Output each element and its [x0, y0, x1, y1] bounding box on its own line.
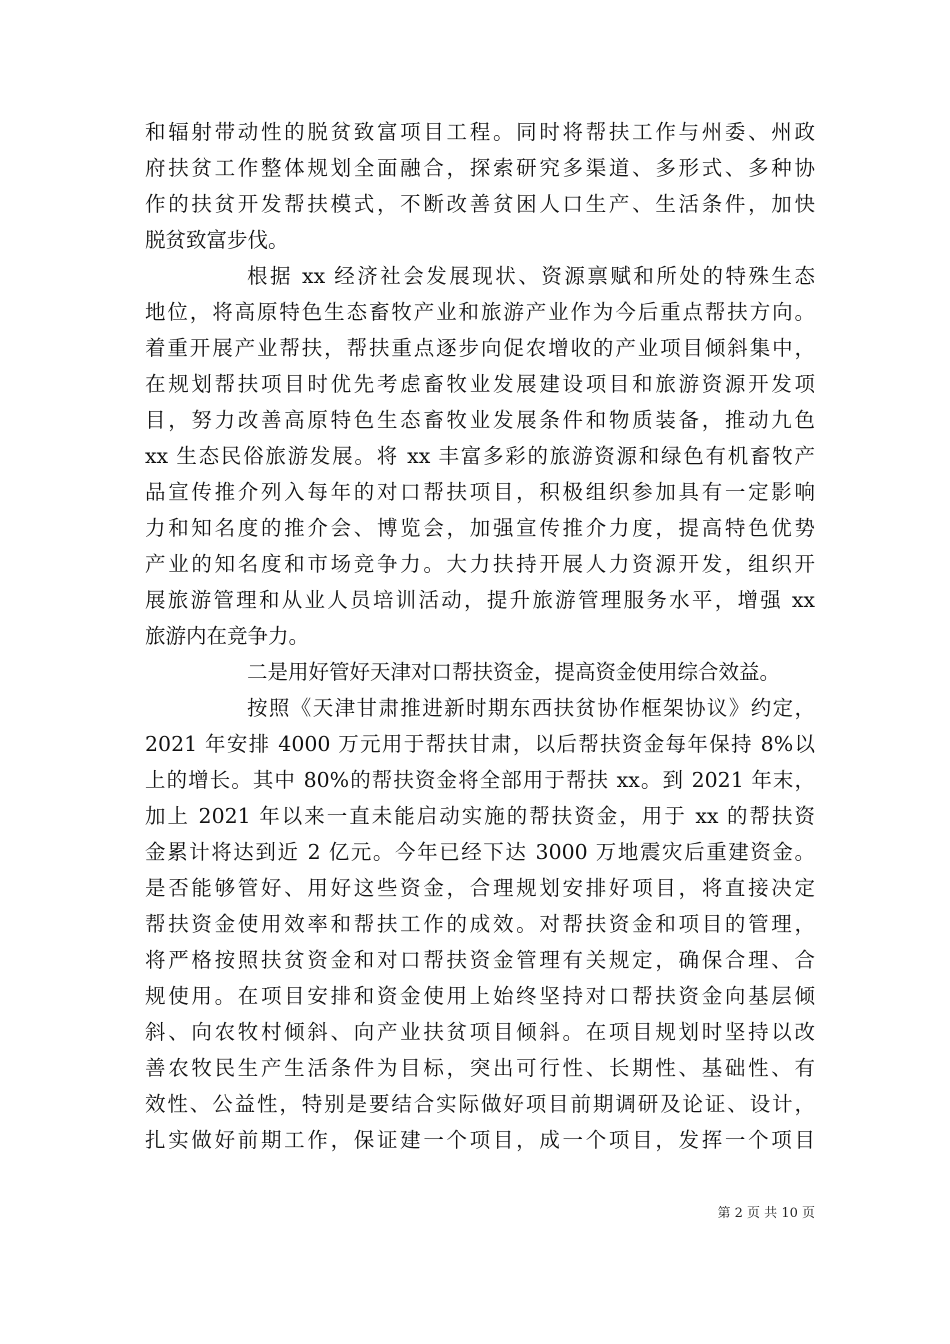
text-line: 是否能够管好、用好这些资金，合理规划安排好项目，将直接决定	[145, 876, 815, 900]
text-line: 府扶贫工作整体规划全面融合，探索研究多渠道、多形式、多种协	[145, 156, 815, 180]
text-line: 在规划帮扶项目时优先考虑畜牧业发展建设项目和旅游资源开发项	[145, 372, 815, 396]
text-line: 根据 xx 经济社会发展现状、资源禀赋和所处的特殊生态	[247, 264, 815, 288]
text-line: 旅游内在竞争力。	[145, 624, 309, 648]
text-line: 加上 2021 年以来一直未能启动实施的帮扶资金，用于 xx 的帮扶资	[145, 804, 815, 828]
text-line: 将严格按照扶贫资金和对口帮扶资金管理有关规定，确保合理、合	[145, 948, 815, 972]
text-line: 善农牧民生产生活条件为目标，突出可行性、长期性、基础性、有	[145, 1056, 815, 1080]
paragraph	[145, 258, 815, 654]
page-number: 第 2 页 共 10 页	[717, 1206, 815, 1221]
text-line: 规使用。在项目安排和资金使用上始终坚持对口帮扶资金向基层倾	[145, 984, 815, 1008]
text-line: 地位，将高原特色生态畜牧产业和旅游产业作为今后重点帮扶方向。	[145, 300, 815, 324]
text-line: 按照《天津甘肃推进新时期东西扶贫协作框架协议》约定，	[247, 696, 815, 720]
text-line: 效性、公益性，特别是要结合实际做好项目前期调研及论证、设计，	[145, 1092, 815, 1116]
text-line: 脱贫致富步伐。	[145, 228, 289, 252]
text-line: 二是用好管好天津对口帮扶资金，提高资金使用综合效益。	[247, 660, 780, 684]
text-line: 扎实做好前期工作，保证建一个项目，成一个项目，发挥一个项目	[145, 1128, 815, 1152]
paragraph	[145, 654, 815, 690]
paragraph	[145, 114, 815, 258]
text-line: 目，努力改善高原特色生态畜牧业发展条件和物质装备，推动九色	[145, 408, 815, 432]
text-line: 作的扶贫开发帮扶模式，不断改善贫困人口生产、生活条件，加快	[145, 192, 815, 216]
text-line: xx 生态民俗旅游发展。将 xx 丰富多彩的旅游资源和绿色有机畜牧产	[145, 444, 815, 468]
paragraph	[145, 690, 815, 1158]
text-line: 力和知名度的推介会、博览会，加强宣传推介力度，提高特色优势	[145, 516, 815, 540]
text-line: 着重开展产业帮扶，帮扶重点逐步向促农增收的产业项目倾斜集中，	[145, 336, 815, 360]
text-line: 展旅游管理和从业人员培训活动，提升旅游管理服务水平，增强 xx	[145, 588, 815, 612]
text-line: 品宣传推介列入每年的对口帮扶项目，积极组织参加具有一定影响	[145, 480, 815, 504]
text-line: 金累计将达到近 2 亿元。今年已经下达 3000 万地震灾后重建资金。	[145, 840, 815, 864]
text-line: 斜、向农牧村倾斜、向产业扶贫项目倾斜。在项目规划时坚持以改	[145, 1020, 815, 1044]
text-line: 帮扶资金使用效率和帮扶工作的成效。对帮扶资金和项目的管理，	[145, 912, 815, 936]
text-line: 上的增长。其中 80%的帮扶资金将全部用于帮扶 xx。到 2021 年末，	[145, 768, 815, 792]
document-body	[145, 114, 815, 1158]
text-line: 和辐射带动性的脱贫致富项目工程。同时将帮扶工作与州委、州政	[145, 120, 815, 144]
text-line: 2021 年安排 4000 万元用于帮扶甘肃，以后帮扶资金每年保持 8%以	[145, 732, 815, 756]
text-line: 产业的知名度和市场竞争力。大力扶持开展人力资源开发，组织开	[145, 552, 815, 576]
